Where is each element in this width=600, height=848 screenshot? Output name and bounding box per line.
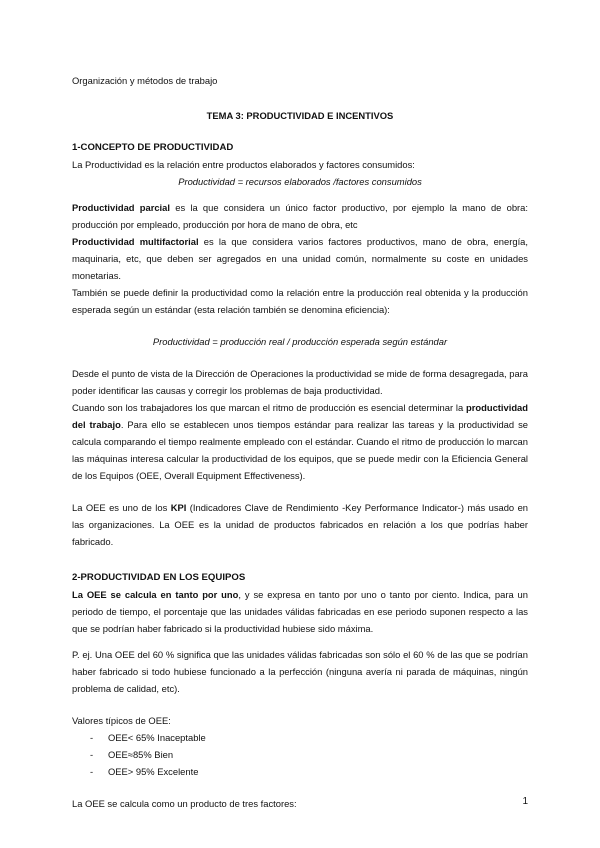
list-item: - OEE> 95% Excelente bbox=[90, 763, 528, 780]
cuando-term: productividad del trabajo bbox=[72, 402, 528, 430]
list-item: - OEE≈85% Bien bbox=[90, 746, 528, 763]
example-paragraph: P. ej. Una OEE del 60 % significa que las unidades válidas fabricadas son sólo el 60 % de las que se podrían haber fabricado si todo hubiese funcionado a la perfección (ninguna avería ni parada de máquinas, ningún problema de calidad, etc). bbox=[72, 649, 528, 694]
section-2-heading: 2-PRODUCTIVIDAD EN LOS EQUIPOS bbox=[72, 572, 246, 583]
oee-paragraph bbox=[72, 499, 528, 550]
formula-1: Productividad = recursos elaborados /factores consumidos bbox=[178, 176, 422, 187]
list-item: - OEE< 65% Inaceptable bbox=[90, 729, 528, 746]
oee-text-a: La OEE es uno de los bbox=[72, 502, 171, 513]
section-1-heading: 1-CONCEPTO DE PRODUCTIVIDAD bbox=[72, 142, 234, 153]
desde-paragraph: Desde el punto de vista de la Dirección de Operaciones la productividad se mide de forma desagregada, para poder identificar las causas y corregir los problemas de baja productividad. bbox=[72, 368, 529, 396]
page-content bbox=[72, 72, 528, 812]
calc-paragraph bbox=[72, 586, 528, 637]
multi-paragraph bbox=[72, 233, 528, 284]
cuando-paragraph bbox=[72, 399, 528, 484]
calc-term: La OEE se calcula en tanto por uno bbox=[72, 589, 239, 600]
formula-2: Productividad = producción real / producción esperada según estándar bbox=[152, 336, 448, 347]
multi-term: Productividad multifactorial bbox=[72, 236, 199, 247]
oee-text-b: (Indicadores Clave de Rendimiento -Key Performance Indicator-) más usado en las organizaciones. La OEE es la unidad de productos fabricados en relación a los que podrías haber fabricado. bbox=[72, 502, 528, 547]
parcial-paragraph bbox=[72, 199, 528, 233]
cuando-text-a: Cuando son los trabajadores los que marcan el ritmo de producción es esencial determinar la bbox=[72, 402, 467, 413]
page-title: TEMA 3: PRODUCTIVIDAD E INCENTIVOS bbox=[206, 110, 394, 121]
running-header: Organización y métodos de trabajo bbox=[72, 75, 218, 86]
calc-text: , y se expresa en tanto por uno o tanto por ciento. Indica, para un periodo de tiempo, el porcentaje que las unidades válidas fabricadas en ese periodo suponen respecto a las que se podrían haber fabricado si la productividad hubiese sido máxima. bbox=[72, 589, 528, 634]
oee-values-list bbox=[72, 729, 528, 780]
parcial-text: es la que considera un único factor productivo, por ejemplo la mano de obra: producción por empleado, producción por hora de mano de obra, etc bbox=[72, 202, 528, 230]
multi-text: es la que considera varios factores productivos, mano de obra, energía, maquinaria, etc, que deben ser agregados en una unidad común, normalmente su coste en unidades monetarias. bbox=[72, 236, 528, 281]
intro-paragraph: La Productividad es la relación entre productos elaborados y factores consumidos: bbox=[72, 159, 415, 170]
cuando-text-b: . Para ello se establecen unos tiempos estándar para realizar las tareas y la productividad se calcula comparando el tiempo realmente empleado con el estándar. Cuando el ritmo de producción lo marcan las máquinas interesa calcular la productividad de los equipos, que se puede medir con la Eficiencia General de los Equipos (OEE, Overall Equipment Effectiveness). bbox=[72, 419, 528, 481]
producto-paragraph: La OEE se calcula como un producto de tres factores: bbox=[72, 798, 297, 809]
parcial-term: Productividad parcial bbox=[72, 202, 170, 213]
tambien-paragraph: También se puede definir la productividad como la relación entre la producción real obtenida y la producción esperada según un estándar (esta relación también se denomina eficiencia): bbox=[72, 287, 528, 315]
valores-label: Valores típicos de OEE: bbox=[72, 715, 171, 726]
kpi-term: KPI bbox=[170, 502, 187, 513]
page-number: 1 bbox=[522, 796, 528, 807]
